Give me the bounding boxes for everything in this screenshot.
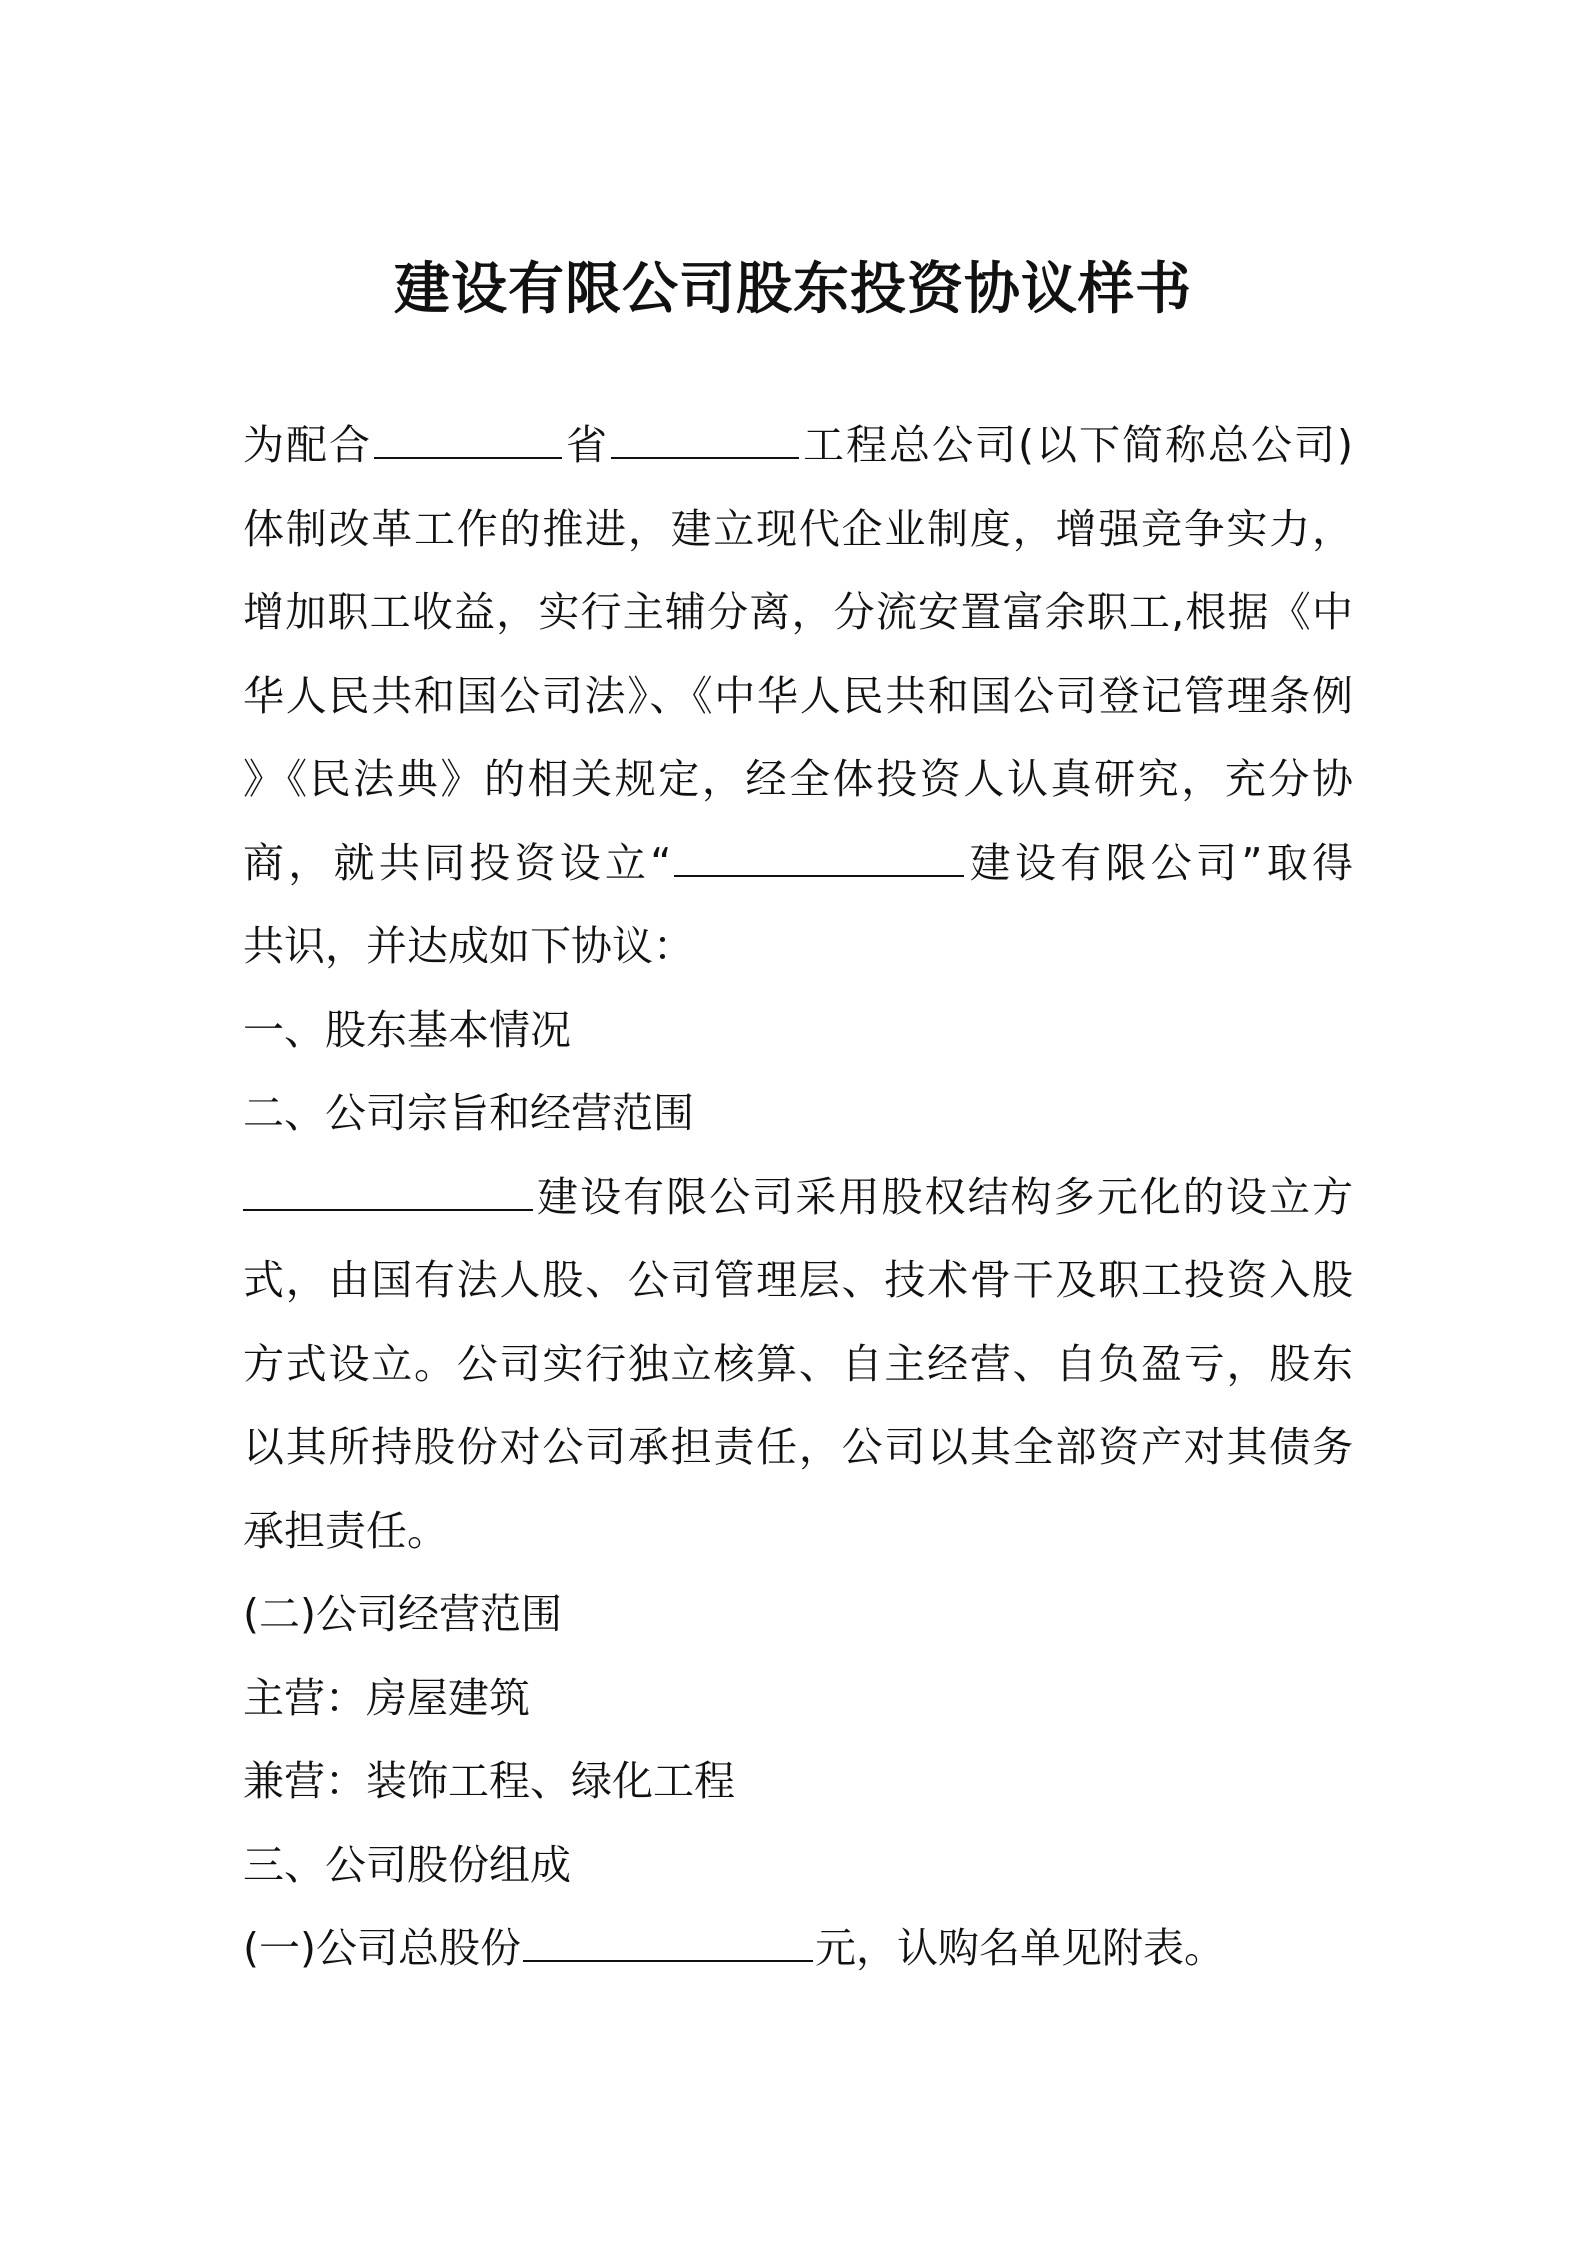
intro-text: 省 <box>564 421 609 469</box>
shares-text: 元，认购名单见附表。 <box>815 1924 1225 1972</box>
shares-text: (一)公司总股份 <box>243 1924 521 1972</box>
intro-line-5: 》《民法典》的相关规定，经全体投资人认真研究，充分协 <box>243 755 1353 803</box>
intro-text: 建设有限公司”取得 <box>965 838 1353 887</box>
intro-line-1 <box>243 404 1353 488</box>
shares-line <box>243 1907 1353 1991</box>
purpose-text: 建设有限公司采用股权结构多元化的设立方 <box>535 1172 1353 1221</box>
intro-line-2: 体制改革工作的推进，建立现代企业制度，增强竞争实力， <box>243 504 1353 553</box>
intro-text: 商，就共同投资设立“ <box>243 838 672 887</box>
document-title: 建设有限公司股东投资协议样书 <box>394 257 1192 322</box>
section-heading-2: 二、公司宗旨和经营范围 <box>243 1089 694 1137</box>
purpose-line-1 <box>243 1156 1353 1240</box>
section-heading-3: 三、公司股份组成 <box>243 1840 571 1889</box>
intro-text: 为配合 <box>243 421 372 469</box>
scope-heading: (二)公司经营范围 <box>243 1590 562 1638</box>
intro-line-6 <box>243 822 1353 906</box>
section-heading-1: 一、股东基本情况 <box>243 1005 571 1054</box>
company-name-blank <box>243 1170 533 1211</box>
purpose-line-5: 承担责任。 <box>243 1506 448 1555</box>
side-business: 兼营：装饰工程、绿化工程 <box>243 1757 735 1805</box>
province-blank <box>374 418 562 459</box>
document-body <box>243 404 1353 1991</box>
company-name-blank <box>611 418 799 459</box>
intro-text: 工程总公司(以下简称总公司) <box>801 421 1353 469</box>
main-business: 主营：房屋建筑 <box>243 1673 530 1722</box>
purpose-line-3: 方式设立。公司实行独立核算、自主经营、自负盈亏，股东 <box>243 1339 1353 1388</box>
intro-line-4: 华人民共和国公司法》、《中华人民共和国公司登记管理条例 <box>243 671 1353 720</box>
intro-line-7: 共识，并达成如下协议： <box>243 922 694 970</box>
purpose-line-2: 式，由国有法人股、公司管理层、技术骨干及职工投资入股 <box>243 1256 1353 1304</box>
intro-line-3: 增加职工收益，实行主辅分离，分流安置富余职工,根据《中 <box>243 588 1353 636</box>
total-shares-blank <box>523 1921 813 1962</box>
new-company-name-blank <box>674 836 964 877</box>
purpose-line-4: 以其所持股份对公司承担责任，公司以其全部资产对其债务 <box>243 1423 1353 1471</box>
